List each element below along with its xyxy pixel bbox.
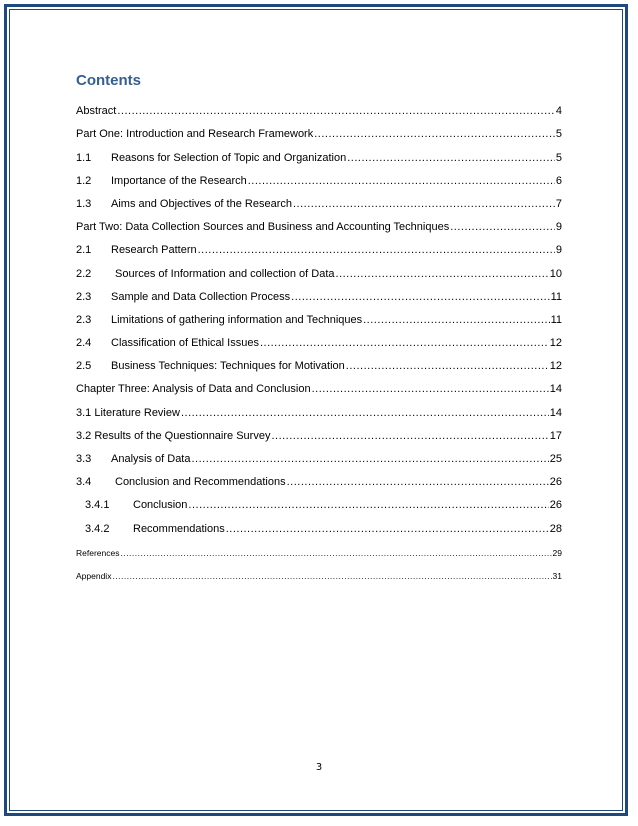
toc-entry[interactable] [76, 164, 562, 187]
toc-dot-leader [314, 128, 555, 140]
toc-entry[interactable] [76, 535, 562, 558]
toc-entry[interactable] [76, 419, 562, 442]
toc-entry-label: Research Pattern [111, 244, 197, 257]
toc-dot-leader [260, 337, 549, 349]
toc-entry-page: 28 [549, 522, 562, 535]
toc-entry-page: 11 [550, 290, 562, 303]
toc-entry-number: 2.3 [76, 290, 92, 303]
toc-entry-label: Abstract [76, 105, 117, 118]
toc-dot-leader [198, 244, 555, 256]
toc-entry-page: 29 [552, 547, 562, 558]
toc-entry-number: 2.2 [76, 267, 92, 280]
toc-entry-label: Sources of Information and collection of Data [115, 267, 335, 280]
toc-dot-leader [450, 221, 555, 233]
toc-entry-number: 2.5 [76, 360, 92, 373]
toc-dot-leader [248, 175, 555, 187]
toc-entry-number: 2.3 [76, 313, 92, 326]
toc-entry-page: 17 [549, 429, 562, 442]
toc-entry-page: 6 [555, 174, 562, 187]
toc-entry-page: 26 [549, 499, 562, 512]
toc-entry-number: 3.4.2 [85, 522, 110, 535]
toc-entry-label: Conclusion and Recommendations [115, 476, 286, 489]
toc-entry-page: 7 [555, 197, 562, 210]
toc-entry-label: 3.1 Literature Review [76, 406, 180, 419]
toc-entry[interactable] [76, 558, 562, 581]
toc-entry-label: Conclusion [133, 499, 188, 512]
toc-entry[interactable] [76, 140, 562, 163]
toc-entry-label: Part One: Introduction and Research Framework [76, 128, 314, 141]
toc-entry[interactable] [76, 511, 562, 534]
toc-entry-label: Appendix [76, 570, 112, 581]
toc-entry-number: 3.4 [76, 476, 92, 489]
toc-entry[interactable] [76, 303, 562, 326]
toc-entry-label: Classification of Ethical Issues [111, 337, 259, 350]
toc-entry[interactable] [76, 465, 562, 488]
toc-entry-label: References [76, 547, 120, 558]
toc-entry-label: Reasons for Selection of Topic and Organization [111, 151, 347, 164]
toc-dot-leader [188, 499, 548, 511]
toc-dot-leader [347, 152, 555, 164]
toc-entry[interactable] [76, 349, 562, 372]
toc-entry-label: Limitations of gathering information and Techniques [111, 313, 363, 326]
toc-entry[interactable] [76, 117, 562, 140]
page-number: 3 [315, 762, 323, 773]
toc-entry-number: 1.1 [76, 151, 92, 164]
contents-title: Contents [76, 72, 141, 89]
toc-entry[interactable] [76, 233, 562, 256]
toc-dot-leader [226, 523, 549, 535]
toc-entry[interactable] [76, 326, 562, 349]
toc-dot-leader [312, 383, 549, 395]
toc-entry[interactable] [76, 256, 562, 279]
toc-dot-leader [291, 291, 549, 303]
toc-entry[interactable] [76, 372, 562, 395]
toc-entry-page: 10 [549, 267, 562, 280]
toc-entry[interactable] [76, 280, 562, 303]
toc-entry-number: 2.1 [76, 244, 92, 257]
toc-entry-page: 4 [555, 105, 562, 118]
toc-dot-leader [293, 198, 555, 210]
toc-entry-label: Business Techniques: Techniques for Motivation [111, 360, 345, 373]
toc-entry-number: 1.3 [76, 197, 92, 210]
toc-entry-page: 12 [549, 337, 562, 350]
toc-entry-page: 31 [552, 570, 562, 581]
toc-dot-leader [271, 430, 548, 442]
toc-dot-leader [363, 314, 549, 326]
toc-entry-label: Sample and Data Collection Process [111, 290, 291, 303]
toc-entry-label: Part Two: Data Collection Sources and Business and Accounting Techniques [76, 221, 450, 234]
toc-dot-leader [336, 268, 549, 280]
table-of-contents [76, 94, 562, 581]
toc-entry-page: 9 [555, 221, 562, 234]
toc-entry-label: Chapter Three: Analysis of Data and Conclusion [76, 383, 311, 396]
toc-entry[interactable] [76, 187, 562, 210]
toc-entry[interactable] [76, 395, 562, 418]
toc-entry-label: Importance of the Research [111, 174, 247, 187]
toc-entry-label: Recommendations [133, 522, 225, 535]
toc-entry-label: 3.2 Results of the Questionnaire Survey [76, 429, 271, 442]
toc-entry-page: 12 [549, 360, 562, 373]
toc-entry-label: Analysis of Data [111, 453, 191, 465]
toc-entry-page: 11 [550, 313, 562, 326]
toc-dot-leader [181, 407, 549, 419]
toc-dot-leader [117, 105, 555, 117]
toc-entry-page: 25 [549, 453, 562, 465]
toc-entry-number: 3.3 [76, 453, 92, 465]
toc-entry-number: 2.4 [76, 337, 92, 350]
toc-entry[interactable] [76, 94, 562, 117]
toc-entry[interactable] [76, 210, 562, 233]
toc-dot-leader [346, 360, 549, 372]
toc-entry[interactable] [76, 442, 562, 465]
toc-entry-page: 5 [555, 128, 562, 141]
toc-entry[interactable] [76, 488, 562, 511]
toc-entry-page: 9 [555, 244, 562, 257]
toc-entry-page: 5 [555, 151, 562, 164]
toc-dot-leader [120, 548, 551, 558]
toc-entry-number: 3.4.1 [85, 499, 110, 512]
toc-dot-leader [112, 571, 551, 581]
toc-entry-page: 14 [549, 383, 562, 396]
toc-dot-leader [287, 476, 549, 488]
toc-entry-label: Aims and Objectives of the Research [111, 197, 292, 210]
toc-entry-page: 26 [549, 476, 562, 489]
toc-dot-leader [191, 453, 548, 465]
toc-entry-number: 1.2 [76, 174, 92, 187]
toc-entry-page: 14 [549, 406, 562, 419]
